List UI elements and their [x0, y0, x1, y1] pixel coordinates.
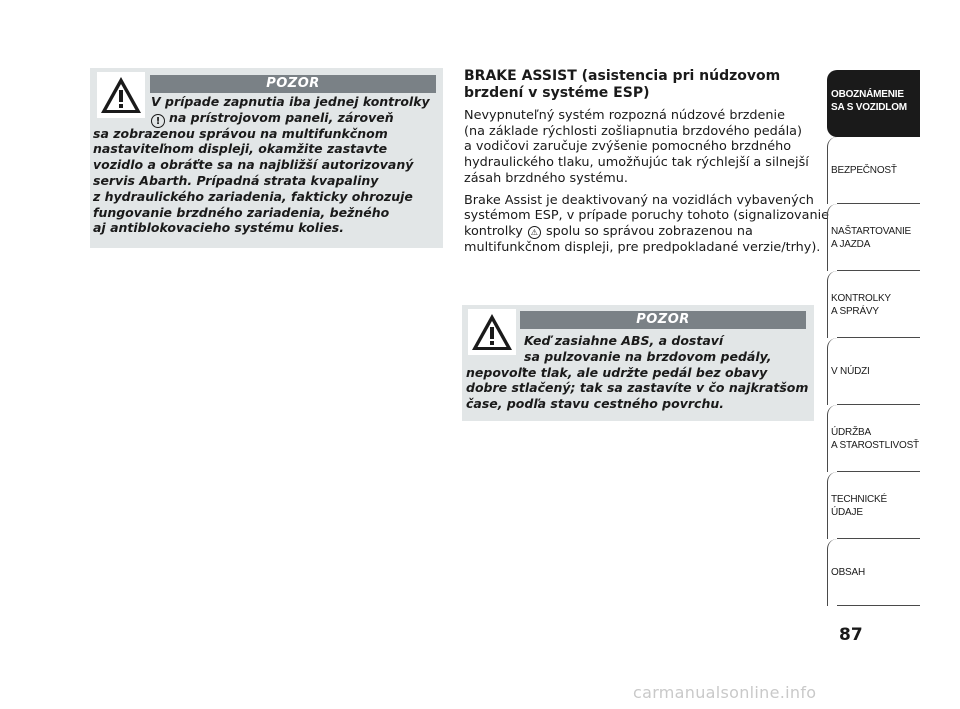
brake-assist-section [464, 68, 830, 261]
paragraph-line: hydraulického tlaku, umožňujúc tak rýchlejší a silnejší [464, 155, 809, 171]
tab-label-line: A SPRÁVY [831, 306, 879, 317]
esp-warning-icon: ⚠ [528, 226, 541, 239]
tab-label-line: ÚDRŽBA [831, 427, 871, 438]
tab-label-line: OBSAH [831, 567, 866, 578]
heading-line: BRAKE ASSIST (asistencia pri núdzovom [464, 68, 781, 84]
tab-label-line: KONTROLKY [831, 293, 891, 304]
tab-label-line: NAŠTARTOVANIE [831, 226, 912, 237]
heading-line: brzdení v systéme ESP) [464, 85, 650, 101]
tab-label-line: A STAROSTLIVOSŤ [831, 440, 919, 451]
warning-line: fungovanie brzdného zariadenia, bežného [93, 204, 390, 220]
tab-label-line: V NÚDZI [831, 366, 870, 377]
warning-line-text: na prístrojovom paneli, zároveň [169, 109, 394, 125]
tab-label [831, 292, 891, 318]
tab-label-line: A JAZDA [831, 239, 871, 250]
tab-label [831, 426, 919, 452]
warning-box-brake-fluid [90, 68, 443, 248]
paragraph [464, 192, 830, 256]
chapter-tabs [827, 70, 920, 606]
warning-banner: POZOR [520, 311, 806, 329]
paragraph [464, 108, 814, 187]
tab-obsah[interactable] [827, 539, 920, 606]
tab-oboznamenie[interactable] [827, 70, 920, 137]
warning-line: dobre stlačený; tak sa zastavíte v čo najkratšom [466, 380, 809, 396]
paragraph-line: a vodičovi zaručuje zvýšenie pomocného brzdného [464, 139, 792, 155]
warning-line: z hydraulického zariadenia, fakticky ohrozuje [93, 188, 413, 204]
tab-udrzba[interactable] [827, 405, 920, 472]
tab-label-line: OBOZNÁMENIE [831, 89, 904, 100]
paragraph-line: systémom ESP, v prípade poruchy tohoto (signalizovanie [464, 208, 830, 224]
warning-line: servis Abarth. Prípadná strata kvapaliny [93, 173, 379, 188]
warning-line: čase, podľa stavu cestného povrchu. [466, 396, 724, 412]
warning-line: aj antiblokovacieho systému kolies. [93, 220, 344, 236]
warning-box-abs [462, 305, 814, 421]
paragraph-line: (na základe rýchlosti zošliapnutia brzdového pedála) [464, 123, 802, 139]
warning-line: sa zobrazenou správou na multifunkčnom [93, 125, 388, 141]
tab-label [831, 365, 870, 378]
warning-line: nastaviteľnom displeji, okamžite zastavte [93, 141, 388, 157]
paragraph-line: Brake Assist je deaktivovaný na vozidlách vybavených [464, 192, 814, 208]
warning-banner: POZOR [150, 75, 436, 93]
page-number: 87 [839, 625, 863, 645]
paragraph-text: kontrolky [464, 223, 523, 239]
paragraph-line: zásah brzdného systému. [464, 170, 628, 186]
tab-label-line: TECHNICKÉ [831, 494, 887, 505]
warning-line: sa pulzovanie na brzdovom pedály, [524, 348, 772, 364]
paragraph-line: Nevypnuteľný systém rozpozná núdzové brzdenie [464, 108, 785, 123]
tab-label-line: BEZPEČNOSŤ [831, 165, 897, 176]
section-heading [464, 68, 814, 102]
warning-line: V prípade zapnutia iba jednej kontrolky [151, 94, 430, 109]
tab-v-nudzi[interactable] [827, 338, 920, 405]
tab-label [831, 566, 865, 579]
tab-kontrolky[interactable] [827, 271, 920, 338]
tab-technicke-udaje[interactable] [827, 472, 920, 539]
tab-label [831, 88, 907, 114]
tab-bezpecnost[interactable] [827, 137, 920, 204]
tab-label [831, 164, 897, 177]
warning-text [93, 94, 438, 244]
watermark: carmanualsonline.info [633, 683, 817, 702]
paragraph-line: multifunkčnom displeji, pre predpokladané verzie/trhy). [464, 239, 821, 255]
brake-warning-icon: ! [151, 114, 165, 128]
tab-nastartovanie[interactable] [827, 204, 920, 271]
warning-line: vozidlo a obráťte sa na najbližší autorizovaný [93, 157, 414, 173]
tab-label-line: SA S VOZIDLOM [831, 102, 907, 113]
paragraph-text: spolu so správou zobrazenou na [545, 223, 753, 239]
paragraph-line [464, 224, 814, 240]
warning-line: nepovoľte tlak, ale udržte pedál bez obavy [466, 364, 768, 380]
tab-label [831, 225, 911, 251]
tab-label-line: ÚDAJE [831, 507, 863, 518]
warning-text [466, 333, 811, 417]
warning-line: Keď zasiahne ABS, a dostaví [524, 333, 724, 348]
tab-label [831, 493, 887, 519]
